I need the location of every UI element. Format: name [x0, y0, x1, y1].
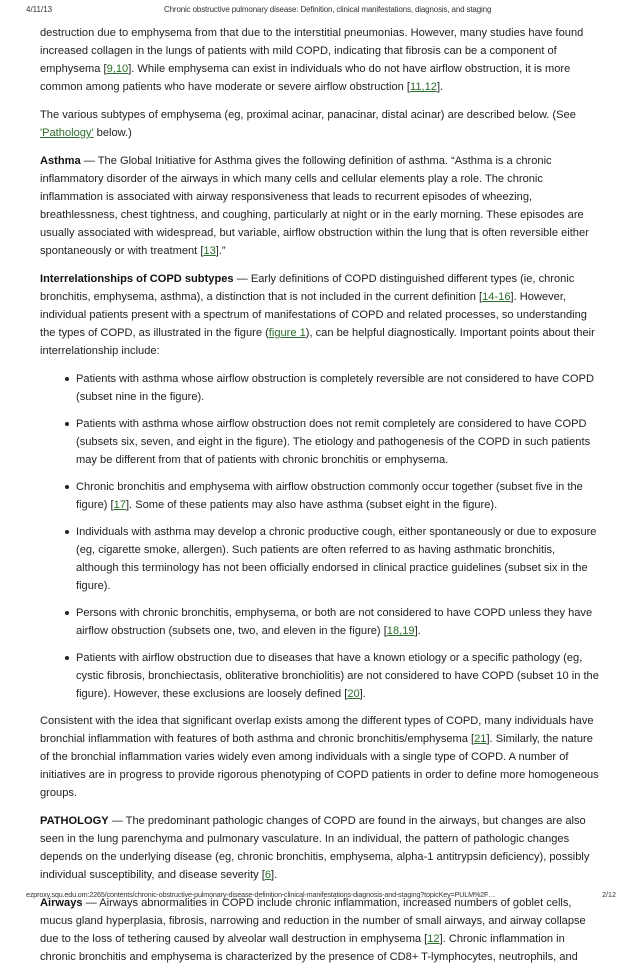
reference-link[interactable]: 13	[203, 245, 216, 257]
paragraph-airways: Airways — Airways abnormalities in COPD include chronic inflammation, increased numbers of goblet cells, mucus gland hyperplasia, fibrosis, narrowing and reduction in the number of small airways, and airway collapse due to the loss of tethering caused by alveolar wall destruction in emphysema [12]. Chronic inflammation in chronic bronchitis and emphysema is characterized by the presence of CD8+ T-lymphocytes, neutrophils, and	[40, 897, 586, 963]
interrelationship-list	[40, 370, 600, 703]
print-title: Chronic obstructive pulmonary disease: Definition, clinical manifestations, diagnosis, and staging	[164, 5, 492, 14]
section-heading-asthma: Asthma	[40, 155, 81, 167]
page-url: ezproxy.squ.edu.om:2265/contents/chronic-obstructive-pulmonary-disease-definition-clinical-manifestations-diagnosis-and-staging?topicKey=PULM%2F…	[26, 890, 496, 899]
section-heading-airways: Airways	[40, 897, 83, 909]
list-item: Individuals with asthma may develop a chronic productive cough, either spontaneously or due to exposure (eg, cigarette smoke, allergen). Such patients are often referred to as having asthmatic bronchitis, although this terminology has not been officially endorsed in clinical practice guidelines (subset six in the figure).	[76, 523, 600, 595]
print-date: 4/11/13	[26, 5, 53, 14]
reference-link[interactable]: 11,12	[409, 81, 437, 93]
list-item: Persons with chronic bronchitis, emphysema, or both are not considered to have COPD unless they have airflow obstruction (subsets one, two, and eleven in the figure) [18,19].	[76, 604, 600, 640]
list-item: Patients with airflow obstruction due to diseases that have a known etiology or a specific pathology (eg, cystic fibrosis, bronchiectasis, obliterative bronchiolitis) are not considered to have COPD (subset 10 in the figure). However, these exclusions are loosely defined [20].	[76, 649, 600, 703]
pathology-link[interactable]: 'Pathology'	[40, 127, 94, 139]
list-item: Patients with asthma whose airflow obstruction is completely reversible are not considered to have COPD (subset nine in the figure).	[76, 370, 600, 406]
paragraph-emphysema-fibrosis: destruction due to emphysema from that due to the interstitial pneumonias. However, many studies have found increased collagen in the lungs of patients with mild COPD, indicating that fibrosis can be a component of emphysema [9,10]. While emphysema can exist in individuals who do not have airflow obstruction, it is more common among patients who have moderate or severe airflow obstruction [11,12].	[40, 27, 584, 93]
article-body	[40, 24, 600, 976]
paragraph-asthma: Asthma — The Global Initiative for Asthma gives the following definition of asthma. “Asthma is a chronic inflammatory disorder of the airways in which many cells and cellular elements play a role. The chronic inflammation is associated with airway responsiveness that leads to recurrent episodes of wheezing, breathlessness, chest tightness, and coughing, particularly at night or in the early morning. These episodes are usually associated with widespread, but variable, airflow obstruction within the lung that is often reversible either spontaneously or with treatment [13].”	[40, 155, 589, 257]
paragraph-interrelationships: Interrelationships of COPD subtypes — Early definitions of COPD distinguished different types (ie, chronic bronchitis, emphysema, asthma), a distinction that is not included in the current definition [14-16]. However, individual patients present with a spectrum of manifestations of COPD and related processes, so understanding the types of COPD, as illustrated in the figure (figure 1), can be helpful diagnostically. Important points about their interrelationship include:	[40, 273, 595, 357]
list-item: Chronic bronchitis and emphysema with airflow obstruction commonly occur together (subset five in the figure) [17]. Some of these patients may also have asthma (subset eight in the figure).	[76, 478, 600, 514]
reference-link[interactable]: 20	[347, 688, 360, 700]
reference-link[interactable]: 14-16	[482, 291, 511, 303]
reference-link[interactable]: 21	[474, 733, 487, 745]
section-heading-interrelationships: Interrelationships of COPD subtypes	[40, 273, 234, 285]
paragraph-pathology: PATHOLOGY — The predominant pathologic changes of COPD are found in the airways, but changes are also seen in the lung parenchyma and pulmonary vasculature. In an individual, the pattern of pathologic changes depends on the underlying disease (eg, chronic bronchitis, emphysema, alpha-1 antitrypsin deficiency), possibly individual susceptibility, and disease severity [6].	[40, 815, 590, 881]
reference-link[interactable]: 9,10	[106, 63, 129, 75]
paragraph-overlap: Consistent with the idea that significant overlap exists among the different types of COPD, many individuals have bronchial inflammation with features of both asthma and chronic bronchitis/emphysema [21]. Similarly, the nature of the bronchial inflammation varies widely even among individuals with a single type of COPD. A number of initiatives are in progress to provide rigorous phenotyping of COPD patients in order to define more homogeneous groups.	[40, 715, 599, 799]
reference-link[interactable]: 12	[427, 933, 440, 945]
page-number: 2/12	[602, 890, 616, 899]
reference-link[interactable]: 6	[264, 869, 272, 881]
paragraph-emphysema-subtypes: The various subtypes of emphysema (eg, proximal acinar, panacinar, distal acinar) are described below. (See 'Pathology' below.)	[40, 109, 576, 139]
reference-link[interactable]: 18,19	[386, 625, 415, 637]
reference-link[interactable]: 17	[113, 499, 126, 511]
list-item: Patients with asthma whose airflow obstruction does not remit completely are considered to have COPD (subsets six, seven, and eight in the figure). The etiology and pathogenesis of the COPD in such patients may be different from that of patients with chronic bronchitis or emphysema.	[76, 415, 600, 469]
figure-link[interactable]: figure 1	[268, 327, 306, 339]
section-heading-pathology: PATHOLOGY	[40, 815, 109, 827]
